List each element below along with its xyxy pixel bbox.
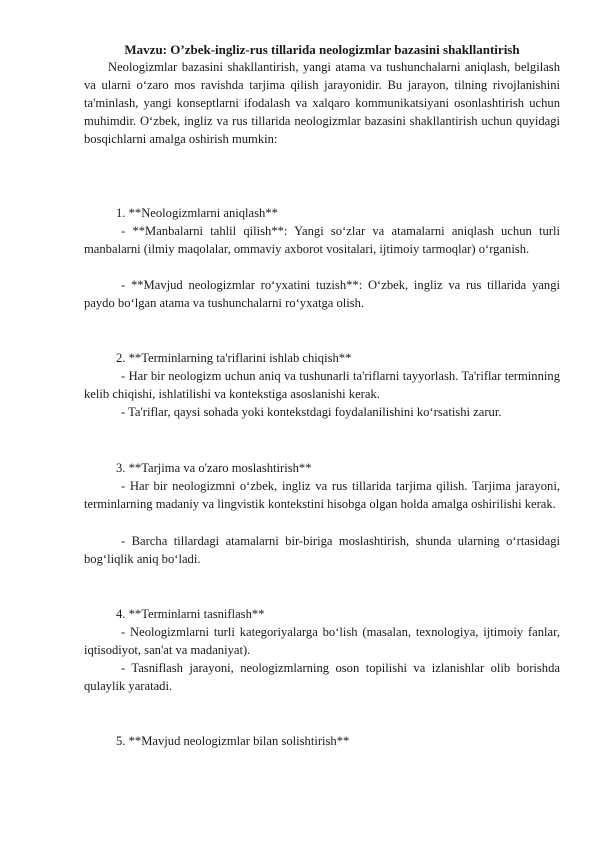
section-heading-1: 1. **Neologizmlarni aniqlash** [116,206,278,220]
section-1-item-2: - **Mavjud neologizmlar ro‘yxatini tuzish**: O‘zbek, ingliz va rus tillarida yangi paydo bo‘lgan atama va tushunchalarni ro‘yxatga olish. [84,278,560,310]
section-2-item-1: - Har bir neologizm uchun aniq va tushunarli ta'riflarni tayyorlash. Ta'riflar terminning kelib chiqishi, ishlatilishi va kontekstiga asoslanishi kerak. [84,369,560,401]
section-heading-2: 2. **Terminlarning ta'riflarini ishlab chiqish** [116,351,352,365]
section-3-item-1: - Har bir neologizmni o‘zbek, ingliz va rus tillarida tarjima qilish. Tarjima jarayoni, terminlarning madaniy va lingvistik kontekstini hisobga olgan holda amalga oshirilishi kerak. [84,479,560,511]
section-4-item-2: - Tasniflash jarayoni, neologizmlarning oson topilishi va izlanishlar olib borishda qulaylik yaratadi. [84,661,560,693]
section-1-item-1: - **Manbalarni tahlil qilish**: Yangi so‘zlar va atamalarni aniqlash uchun turli manbalarni (ilmiy maqolalar, ommaviy axborot vositalari, ijtimoiy tarmoqlar) o‘rganish. [84,224,560,256]
document-title: Mavzu: O’zbek-ingliz-rus tillarida neologizmlar bazasini shakllantirish [124,42,520,57]
section-heading-5: 5. **Mavjud neologizmlar bilan solishtirish** [116,734,350,748]
section-heading-4: 4. **Terminlarni tasniflash** [116,607,265,621]
section-2-item-2: - Ta'riflar, qaysi sohada yoki kontekstdagi foydalanilishini ko‘rsatishi zarur. [121,405,502,419]
section-3-item-2: - Barcha tillardagi atamalarni bir-biriga moslashtirish, shunda ularning o‘rtasidagi bog‘liqlik aniq bo‘ladi. [84,534,560,566]
section-4-item-1: - Neologizmlarni turli kategoriyalarga bo‘lish (masalan, texnologiya, ijtimoiy fanlar, iqtisodiyot, san'at va madaniyat). [84,625,560,657]
section-heading-3: 3. **Tarjima va o'zaro moslashtirish** [116,461,312,475]
intro-paragraph: Neologizmlar bazasini shakllantirish, yangi atama va tushunchalarni aniqlash, belgilash va ularni o‘zaro mos ravishda tarjima qilish jarayonidir. Bu jarayon, tilning rivojlanishini ta'minlash, yangi konseptlarni ifodalash va xalqaro kommunikatsiyani osonlashtirish uchun muhimdir. O‘zbek, ingliz va rus tillarida neologizmlar bazasini shakllantirish uchun quyidagi bosqichlarni amalga oshirish mumkin: [84,60,560,146]
